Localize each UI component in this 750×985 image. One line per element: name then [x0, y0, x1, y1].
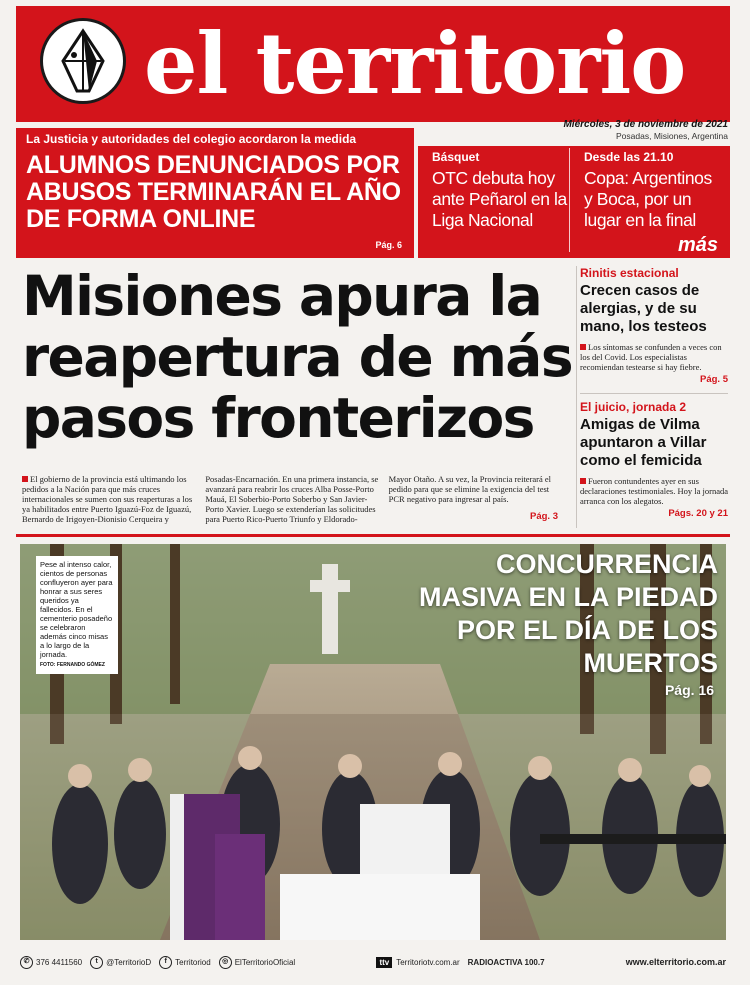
lead-headline: ALUMNOS DENUNCIADOS POR ABUSOS TERMINARÁN EL AÑO DE FORMA ONLINE: [26, 151, 401, 233]
bullet-square-icon: [580, 478, 586, 484]
footer-radio[interactable]: RADIOACTIVA 100.7: [467, 957, 545, 967]
footer-instagram[interactable]: [219, 956, 295, 969]
right-story-kicker: El juicio, jornada 2: [580, 400, 687, 414]
photo-caption: [36, 556, 118, 674]
lead-page: Pág. 6: [375, 240, 402, 250]
footer-facebook-text: Territoriod: [175, 957, 211, 967]
footer-phone-text: 376 4411560: [36, 957, 83, 967]
right-divider: [580, 393, 728, 394]
photo-page: Pág. 16: [664, 682, 714, 698]
masthead: [16, 6, 730, 122]
right-story-page: Pág. 5: [700, 374, 728, 385]
side-story-kicker: Desde las 21.10: [584, 150, 674, 164]
photo-headline: CONCURRENCIA MASIVA EN LA PIEDAD POR EL DÍA DE LOS MUERTOS: [418, 549, 718, 678]
side-story-copa[interactable]: [584, 150, 724, 231]
right-column: [580, 266, 728, 519]
issue-place: Posadas, Misiones, Argentina: [616, 131, 728, 141]
lead-kicker: La Justicia y autoridades del colegio acordaron la medida: [26, 132, 357, 146]
lead-story[interactable]: [16, 128, 414, 258]
side-stories: [418, 146, 730, 258]
right-story-headline: Crecen casos de alergias, y de su mano, los testeos: [580, 282, 707, 335]
right-story-rinitis[interactable]: [580, 266, 728, 385]
footer-twitter-text: @TerritorioD: [106, 957, 152, 967]
footer-bar: [20, 950, 726, 974]
main-headline[interactable]: Misiones apura la reapertura de más pasos fronterizos: [22, 264, 572, 450]
footer-ttv-text: Territoriotv.com.ar: [396, 957, 460, 967]
section-rule: [16, 534, 730, 537]
side-story-text: Copa: Argentinos y Boca, por un lugar en la final: [584, 168, 712, 230]
right-story-text: [580, 476, 728, 506]
main-page: Pág. 3: [530, 511, 558, 522]
right-story-page: Págs. 20 y 21: [668, 508, 728, 519]
right-story-headline: Amigas de Vilma apuntaron a Villar como el femicida: [580, 416, 707, 469]
side-story-text: OTC debuta hoy ante Peñarol en la Liga Nacional: [432, 168, 567, 230]
footer-website[interactable]: www.elterritorio.com.ar: [625, 957, 726, 967]
right-story-body: Los síntomas se confunden a veces con los del Covid. Los especialistas recomiendan testearse si hay fiebre.: [580, 342, 722, 372]
photo-credit: FOTO: FERNANDO GÓMEZ: [40, 662, 105, 668]
cemetery-photo[interactable]: [20, 544, 726, 940]
issue-date: Miércoles, 3 de noviembre de 2021: [563, 119, 728, 130]
photo-caption-text: Pese al intenso calor, cientos de personas confluyeron ayer para honrar a sus seres queridos ya fallecidos. En el cementerio posadeño se celebraron además cinco misas a lo largo de la jornada.: [40, 560, 113, 659]
side-divider: [569, 148, 570, 252]
twitter-icon: t: [90, 956, 103, 969]
newspaper-logo: [40, 18, 126, 104]
facebook-icon: f: [159, 956, 172, 969]
newspaper-name: el territorio: [144, 14, 686, 113]
column-divider: [576, 266, 577, 528]
side-story-kicker: Básquet: [432, 150, 480, 164]
right-story-juicio[interactable]: [580, 400, 728, 519]
bullet-square-icon: [22, 476, 28, 482]
footer-instagram-text: ElTerritorioOficial: [234, 957, 296, 967]
footer-facebook[interactable]: [159, 956, 211, 969]
right-story-kicker: Rinitis estacional: [580, 266, 679, 280]
main-body-text: El gobierno de la provincia está ultimando los pedidos a la Nación para que más cruces internacionales se sumen con sus reaperturas a los ya habilitados entre Puerto Iguazú-Foz de Iguazú, Bernardo de Irigoyen-Dionisio Cerqueira y Posadas-Encarnación. En una primera instancia, se avanzará para reabrir los cruces Alba Posse-Porto Mauá, El Soberbio-Porto Soberbo y San Javier-Porto Xavier. Luego se extenderían las solicitudes para Puerto Rico-Puerto Triunfo y Eldorado-Mayor Otaño. A su vez, la Provincia reiterará el pedido para que se elimine la exigencia del test PCR negativo para ingresar al país.: [22, 474, 552, 524]
whatsapp-icon: ✆: [20, 956, 33, 969]
ttv-logo: ttv: [376, 957, 392, 968]
right-story-body: Fueron contundentes ayer en sus declaraciones testimoniales. Hoy la jornada arranca con los alegatos.: [580, 476, 728, 506]
mas-brand: más: [677, 234, 718, 256]
main-body: [22, 474, 562, 524]
side-story-basket[interactable]: [432, 150, 572, 231]
instagram-icon: ◎: [219, 956, 232, 969]
footer-twitter[interactable]: [90, 956, 151, 969]
footer-phone[interactable]: [20, 956, 82, 969]
footer-ttv[interactable]: [376, 957, 459, 968]
right-story-text: [580, 342, 728, 372]
bullet-square-icon: [580, 344, 586, 350]
